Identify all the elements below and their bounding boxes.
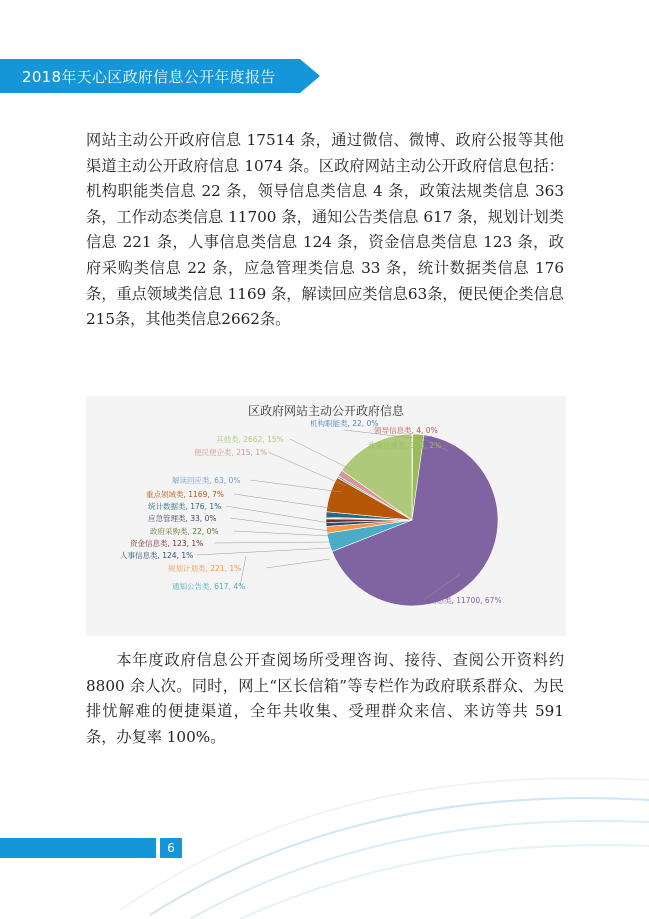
leader-line-6 (196, 548, 330, 555)
pie-label-4: 通知公告类, 617, 4% (172, 582, 246, 591)
leader-line-8 (234, 531, 330, 536)
leader-line-13 (268, 452, 346, 486)
leader-line-5 (266, 559, 330, 568)
page-number: 6 (160, 838, 182, 858)
paragraph-website-info: 网站主动公开政府信息 17514 条，通过微信、微博、政府公报等其他渠道主动公开政府信息 1074 条。区政府网站主动公开政府信息包括：机构职能类信息 22 条，领导信息类信息 4 条，政策法规类信息 363 条，工作动态类信息 11700 条，通知公告类信息 617 条，规划计划类信息 221 条，人事信息类信息 124 条，资金信息类信息 123 条，政府采购类信息 22 条，应急管理类信息 33 条，统计数据类信息 176 条，重点领域类信息 1169 条，解读回应类信息63条，便民便企类信息215条，其他类信息2662条。 (86, 131, 564, 329)
leader-line-10 (226, 506, 330, 523)
paragraph-consultation: 本年度政府信息公开查阅场所受理咨询、接待、查阅公开资料约 8800 余人次。同时，网上“区长信箱”等专栏作为政府联系群众、为民排忧解难的便捷渠道，全年共收集、受理群众来信、来访等共 591 条，办复率 100%。 (86, 651, 564, 746)
footer-bar (0, 838, 156, 858)
pie-label-12: 解读回应类, 63, 0% (172, 476, 241, 485)
pie-label-10: 统计数据类, 176, 1% (148, 502, 222, 511)
leader-line-11 (234, 494, 330, 508)
pie-chart (86, 396, 566, 636)
leader-line-12 (250, 480, 342, 492)
pie-svg (86, 396, 566, 636)
pie-label-9: 应急管理类, 33, 0% (148, 514, 217, 523)
pie-label-3: 工作动态类, 11700, 67% (414, 596, 502, 605)
pie-label-2: 政策法规类, 363, 2% (368, 441, 442, 450)
leader-line-9 (230, 518, 330, 531)
pie-label-11: 重点领域类, 1169, 7% (146, 490, 225, 499)
pie-label-14: 其他类, 2662, 15% (216, 435, 284, 444)
leader-line-14 (290, 439, 352, 470)
leader-line-7 (214, 542, 330, 543)
pie-label-0: 机构职能类, 22, 0% (310, 419, 379, 428)
pie-label-1: 领导信息类, 4, 0% (374, 426, 438, 435)
chart-title: 区政府网站主动公开政府信息 (247, 404, 404, 418)
pie-label-6: 人事信息类, 124, 1% (120, 551, 194, 560)
pie-label-5: 规划计划类, 221, 1% (168, 564, 242, 573)
pie-label-8: 政府采购类, 22, 0% (150, 527, 219, 536)
report-title: 2018年天心区政府信息公开年度报告 (22, 68, 276, 86)
pie-label-7: 资金信息类, 123, 1% (130, 539, 204, 548)
pie-label-13: 便民便企类, 215, 1% (194, 448, 268, 457)
